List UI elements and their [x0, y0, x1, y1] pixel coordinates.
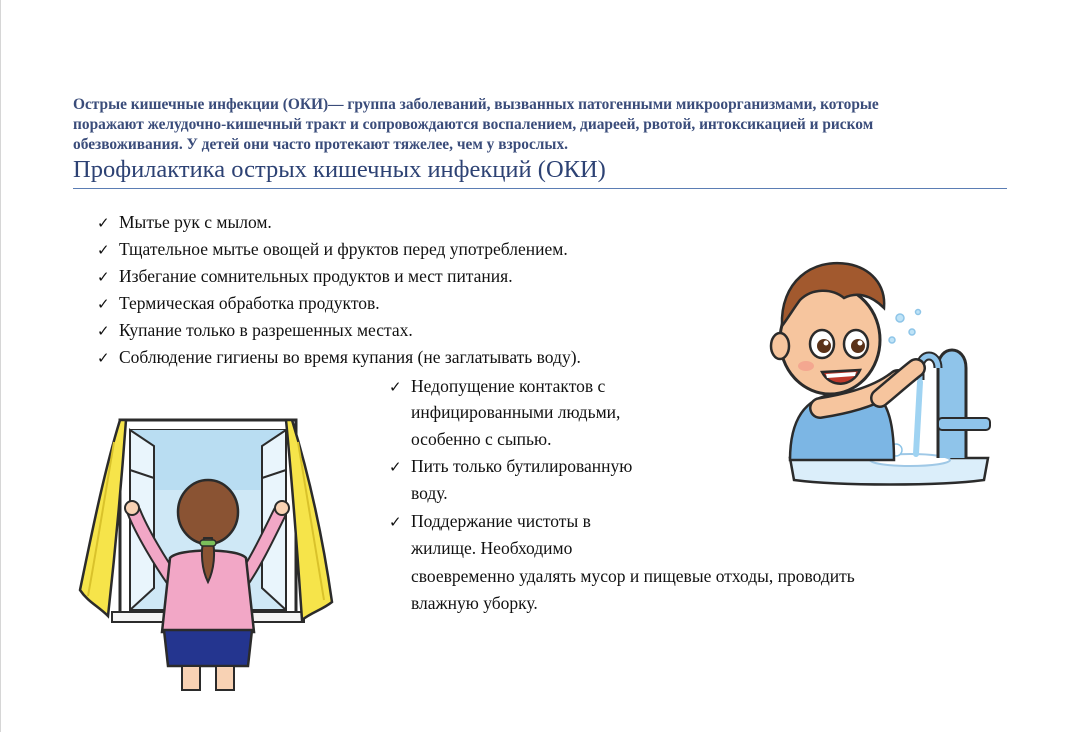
list-item-text: Купание только в разрешенных местах. — [119, 320, 413, 340]
heading-underline — [73, 188, 1007, 189]
intro-line-1: Острые кишечные инфекции (ОКИ)— группа заболеваний, вызванных патогенными микроорганизмами, которые — [73, 96, 879, 113]
list-item-text: Соблюдение гигиены во время купания (не заглатывать воду). — [119, 347, 581, 367]
girl-opening-window-illustration — [74, 412, 338, 692]
page-edge — [0, 0, 1, 732]
list-item-continuation: своевременно удалять мусор и пищевые отходы, проводить — [411, 566, 855, 586]
list-item-continuation: особенно с сыпью. — [411, 429, 552, 449]
list-item — [97, 263, 513, 290]
list-item-continuation: инфицированными людьми, — [411, 402, 621, 422]
list-item-text: Мытье рук с мылом. — [119, 212, 272, 232]
checkmark-icon: ✓ — [97, 268, 110, 286]
list-item — [389, 373, 605, 400]
checkmark-icon: ✓ — [97, 349, 110, 367]
list-item-text: Термическая обработка продуктов. — [119, 293, 380, 313]
intro-paragraph — [73, 95, 1008, 155]
intro-line-3: обезвоживания. У детей они часто протекают тяжелее, чем у взрослых. — [73, 136, 568, 153]
section-heading: Профилактика острых кишечных инфекций (ОКИ) — [73, 156, 606, 183]
list-item-text: Тщательное мытье овощей и фруктов перед употреблением. — [119, 239, 568, 259]
list-item — [97, 236, 568, 263]
checkmark-icon: ✓ — [97, 295, 110, 313]
list-item — [97, 344, 581, 371]
list-item-continuation: воду. — [411, 483, 448, 503]
list-item — [389, 508, 591, 535]
checkmark-icon: ✓ — [97, 241, 110, 259]
boy-washing-hands-illustration — [760, 248, 1000, 490]
list-item — [389, 453, 632, 480]
list-item — [97, 317, 413, 344]
list-item-text: Избегание сомнительных продуктов и мест питания. — [119, 266, 513, 286]
checkmark-icon: ✓ — [389, 378, 402, 396]
list-item-continuation: влажную уборку. — [411, 593, 538, 613]
list-item — [97, 209, 272, 236]
checkmark-icon: ✓ — [97, 214, 110, 232]
checkmark-icon: ✓ — [389, 458, 402, 476]
checkmark-icon: ✓ — [97, 322, 110, 340]
checkmark-icon: ✓ — [389, 513, 402, 531]
list-item-text: Недопущение контактов с — [411, 376, 606, 396]
list-item-continuation: жилище. Необходимо — [411, 538, 573, 558]
list-item — [97, 290, 380, 317]
intro-line-2: поражают желудочно-кишечный тракт и сопровождаются воспалением, диареей, рвотой, интоксикацией и риском — [73, 116, 874, 133]
list-item-text: Пить только бутилированную — [411, 456, 633, 476]
list-item-text: Поддержание чистоты в — [411, 511, 591, 531]
